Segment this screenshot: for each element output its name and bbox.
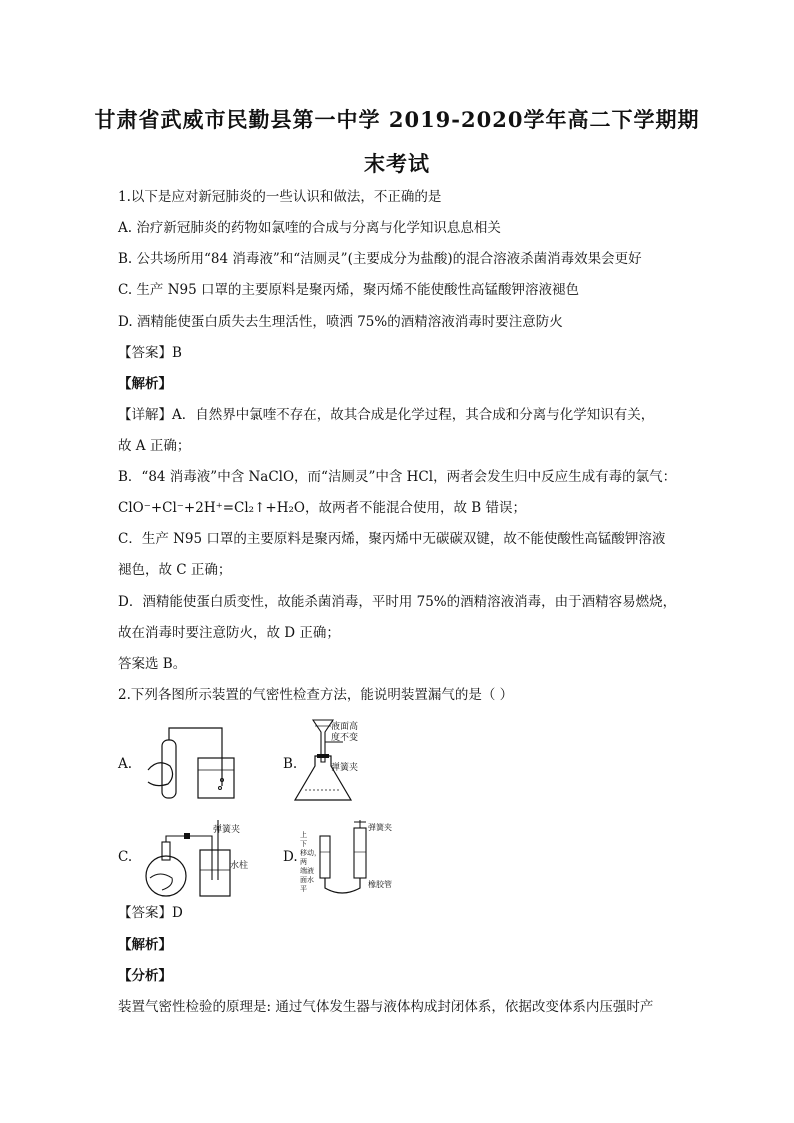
figure-d-left-label: 面水: [300, 876, 314, 884]
question-1-detail-line: 故在消毒时要注意防火，故 D 正确；: [118, 625, 340, 641]
question-1-detail-line: 褪色，故 C 正确；: [118, 562, 232, 578]
figure-d-left-label: 移动，: [300, 849, 321, 857]
question-2-answer: 【答案】D: [118, 905, 183, 921]
question-1-detail-line: 故 A 正确；: [118, 438, 191, 454]
question-1-option-d: D. 酒精能使蛋白质失去生理活性，喷洒 75%的酒精溶液消毒时要注意防火: [118, 314, 563, 330]
figure-d-label-clamp: 弹簧夹: [368, 823, 392, 832]
figure-b-label-level: 度不变: [331, 733, 359, 743]
question-1-option-a: A. 治疗新冠肺炎的药物如氯喹的合成与分离与化学知识息息相关: [118, 220, 501, 236]
question-1-option-c: C. 生产 N95 口罩的主要原料是聚丙烯，聚丙烯不能使酸性高锰酸钾溶液褪色: [118, 282, 580, 298]
figure-b-label-liquid: 液面高: [331, 722, 359, 732]
figure-b-label-clamp: 弹簧夹: [331, 763, 359, 773]
figure-d-left-label: 平: [300, 885, 307, 893]
question-2-fenxi-heading: 【分析】: [118, 968, 172, 984]
question-1-detail-line: 【详解】A．自然界中氯喹不存在，故其合成是化学过程，其合成和分离与化学知识有关，: [118, 407, 655, 423]
figure-c-label-water-column: 水柱: [230, 861, 249, 871]
question-2-label-c: C.: [118, 849, 133, 865]
question-2-label-b: B.: [283, 756, 298, 772]
figure-a-apparatus: [140, 722, 240, 802]
question-1-detail-line: ClO⁻+Cl⁻+2H⁺=Cl₂↑+H₂O，故两者不能混合使用，故 B 错误；: [118, 500, 526, 516]
question-2-principle-text: 装置气密性检验的原理是: 通过气体发生器与液体构成封闭体系，依据改变体系内压强时产: [118, 999, 654, 1015]
document-title-line2: 末考试: [364, 151, 430, 176]
question-1-stem: 1.以下是应对新冠肺炎的一些认识和做法，不正确的是: [118, 189, 442, 205]
question-2-label-a: A.: [118, 756, 133, 772]
question-1-option-b: B. 公共场所用“84 消毒液”和“洁厕灵”(主要成分为盐酸)的混合溶液杀菌消毒效果会更好: [118, 251, 642, 267]
question-2-stem: 2.下列各图所示装置的气密性检查方法，能说明装置漏气的是（ ）: [118, 687, 514, 703]
figure-d-left-label: 两: [300, 858, 307, 866]
question-1-detail-line: B．“84 消毒液”中含 NaClO，而“洁厕灵”中含 HCl，两者会发生归中反应生成有毒的氯气：: [118, 469, 677, 485]
document-title-line1: 甘肃省武威市民勤县第一中学 2019-2020学年高二下学期期: [94, 107, 700, 132]
figure-d-left-label: 上: [300, 831, 307, 839]
figure-d-left-label: 端液: [300, 867, 314, 875]
question-2-label-d: D.: [283, 849, 298, 865]
question-1-analysis-heading: 【解析】: [118, 376, 172, 392]
question-1-conclusion: 答案选 B。: [118, 656, 187, 672]
question-1-answer: 【答案】B: [118, 345, 182, 361]
figure-c-label-clamp: 弹簧夹: [213, 825, 241, 835]
figure-d-label-rubber-tube: 橡胶管: [368, 880, 392, 889]
question-2-analysis-heading: 【解析】: [118, 937, 172, 953]
question-1-detail-line: C．生产 N95 口罩的主要原料是聚丙烯，聚丙烯中无碳碳双键，故不能使酸性高锰酸钾溶液: [118, 531, 666, 547]
figure-d-left-label: 下: [300, 840, 307, 848]
question-1-detail-line: D．酒精能使蛋白质变性，故能杀菌消毒，平时用 75%的酒精溶液消毒，由于酒精容易燃烧，: [118, 594, 677, 610]
